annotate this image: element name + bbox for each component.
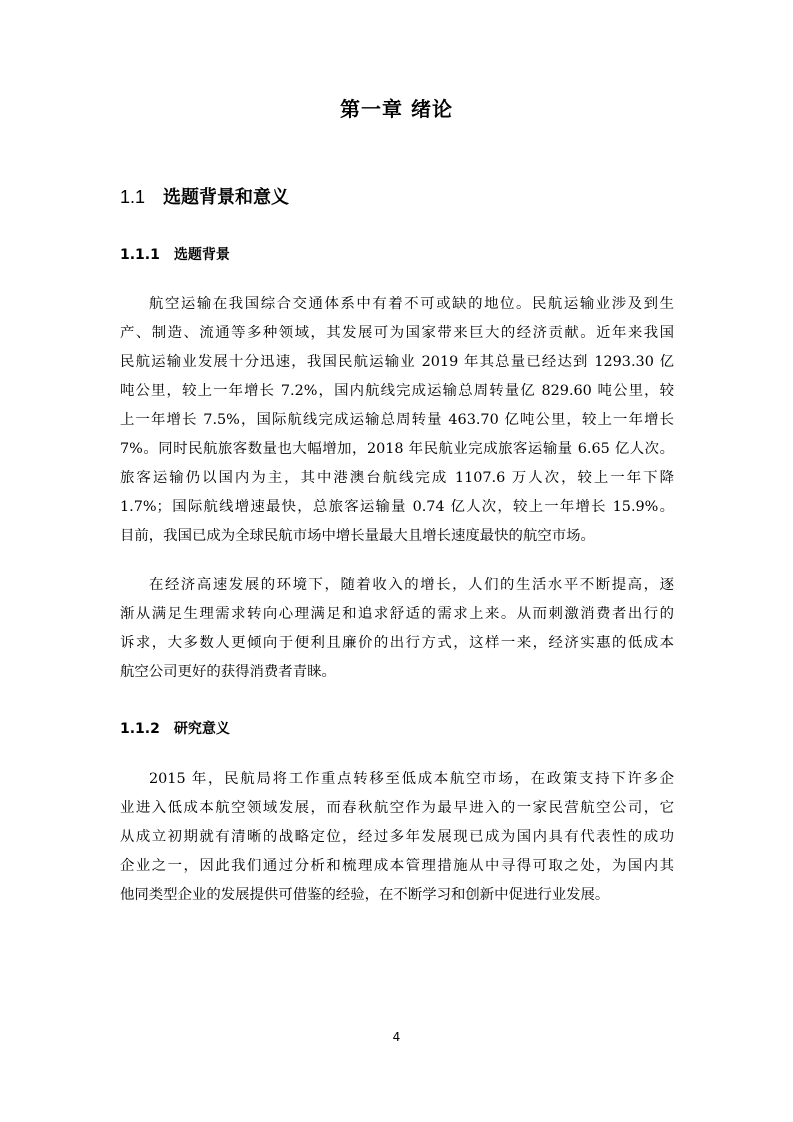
text-line: 上一年增长 7.5%，国际航线完成运输总周转量 463.70 亿吨公里，较上一年增长: [120, 412, 674, 428]
subsection-heading-significance: [120, 716, 230, 742]
paragraph-background-1: [120, 290, 674, 551]
paragraph-background-2: [120, 571, 674, 687]
text-line: 民航运输业发展十分迅速，我国民航运输业 2019 年其总量已经达到 1293.30 亿: [120, 354, 674, 370]
page-number: 4: [392, 1030, 401, 1044]
text-line: 他同类型企业的发展提供可借鉴的经验，在不断学习和创新中促进行业发展。: [120, 887, 610, 903]
subsection-title: 研究意义: [173, 721, 230, 737]
text-line: 渐从满足生理需求转向心理满足和追求舒适的需求上来。从而刺激消费者出行的: [120, 606, 674, 622]
text-line: 吨公里，较上一年增长 7.2%，国内航线完成运输总周转量亿 829.60 吨公里，较: [120, 383, 674, 399]
text-line: 航空运输在我国综合交通体系中有着不可或缺的地位。民航运输业涉及到生: [149, 296, 674, 312]
text-line: 从成立初期就有清晰的战略定位，经过多年发展现已成为国内具有代表性的成功: [120, 829, 674, 845]
text-line: 旅客运输仍以国内为主，其中港澳台航线完成 1107.6 万人次，较上一年下降: [120, 470, 674, 486]
text-line: 在经济高速发展的环境下，随着收入的增长，人们的生活水平不断提高，逐: [149, 577, 674, 593]
text-line: 2015 年，民航局将工作重点转移至低成本航空市场，在政策支持下许多企: [149, 771, 674, 787]
section-heading: [120, 182, 289, 213]
subsection-heading-background: [120, 242, 230, 268]
text-line: 航空公司更好的获得消费者青睐。: [120, 664, 336, 680]
text-line: 7%。同时民航旅客数量也大幅增加，2018 年民航业完成旅客运输量 6.65 亿人次。: [120, 441, 674, 457]
text-line: 产、制造、流通等多种领域，其发展可为国家带来巨大的经济贡献。近年来我国: [120, 325, 674, 341]
section-number: 1.1: [120, 187, 146, 207]
text-line: 目前，我国已成为全球民航市场中增长量最大且增长速度最快的航空市场。: [120, 528, 595, 544]
text-line: 诉求，大多数人更倾向于便利且廉价的出行方式，这样一来，经济实惠的低成本: [120, 635, 674, 651]
text-line: 1.7%；国际航线增速最快，总旅客运输量 0.74 亿人次，较上一年增长 15.9%。: [120, 499, 674, 515]
section-title: 选题背景和意义: [163, 187, 290, 208]
chapter-title: 第一章 绪论: [340, 97, 453, 121]
text-line: 业进入低成本航空领域发展，而春秋航空作为最早进入的一家民营航空公司，它: [120, 800, 674, 816]
subsection-number: 1.1.2: [120, 721, 160, 737]
text-line: 企业之一，因此我们通过分析和梳理成本管理措施从中寻得可取之处，为国内其: [120, 858, 674, 874]
paragraph-significance: [120, 765, 674, 910]
subsection-number: 1.1.1: [120, 247, 160, 263]
subsection-title: 选题背景: [173, 247, 230, 263]
